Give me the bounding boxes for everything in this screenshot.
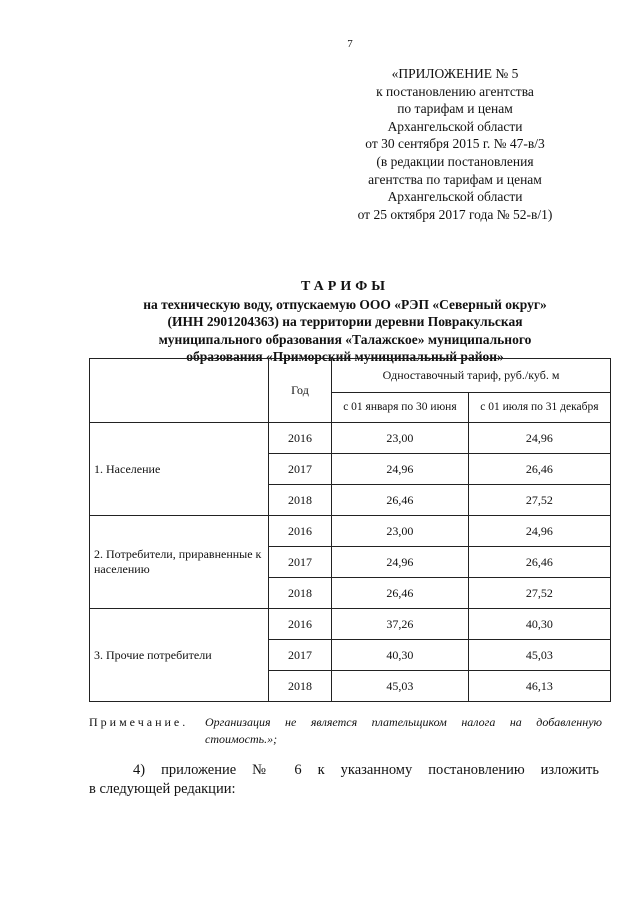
year-cell: 2018 <box>269 485 332 516</box>
tariff-value-cell: 24,96 <box>332 547 469 578</box>
note-label: Примечание. <box>89 715 189 729</box>
tariff-value-cell: 40,30 <box>332 640 469 671</box>
paragraph-line: 4) приложение № 6 к указанному постановлению изложить <box>133 762 599 778</box>
year-cell: 2017 <box>269 640 332 671</box>
appendix-line: к постановлению агентства <box>376 83 534 99</box>
tariff-value-cell: 37,26 <box>332 609 469 640</box>
tariff-value-cell: 27,52 <box>468 485 610 516</box>
table-row <box>90 609 611 640</box>
note-text-line: Организация не является плательщиком налога на добавленную <box>205 715 602 729</box>
document-title-block <box>95 278 595 366</box>
year-cell: 2016 <box>269 423 332 454</box>
tariff-value-cell: 26,46 <box>332 578 469 609</box>
header-period-first-half: с 01 января по 30 июня <box>332 393 469 423</box>
year-cell: 2018 <box>269 671 332 702</box>
appendix-line: от 25 октября 2017 года № 52-в/1) <box>357 206 553 222</box>
header-year: Год <box>269 359 332 423</box>
table-header-row <box>90 359 611 393</box>
year-cell: 2017 <box>269 454 332 485</box>
subtitle-line: (ИНН 2901204363) на территории деревни Повракульская <box>167 314 523 330</box>
appendix-line: от 30 сентября 2015 г. № 47-в/3 <box>365 136 545 152</box>
year-cell: 2016 <box>269 609 332 640</box>
body-paragraph <box>89 761 599 799</box>
appendix-line: (в редакции постановления <box>376 153 534 169</box>
year-cell: 2016 <box>269 516 332 547</box>
subtitle-line: муниципального образования «Талажское» муниципального <box>158 331 532 347</box>
tariff-value-cell: 24,96 <box>332 454 469 485</box>
tariff-value-cell: 24,96 <box>468 516 610 547</box>
appendix-line: по тарифам и ценам <box>397 101 513 117</box>
tariff-value-cell: 23,00 <box>332 423 469 454</box>
tariff-value-cell: 26,46 <box>332 485 469 516</box>
appendix-line: Архангельской области <box>387 118 523 134</box>
paragraph-line: в следующей редакции: <box>89 781 236 797</box>
table-note <box>89 714 602 748</box>
table-row <box>90 516 611 547</box>
tariff-value-cell: 23,00 <box>332 516 469 547</box>
tariff-value-cell: 24,96 <box>468 423 610 454</box>
table-row <box>90 423 611 454</box>
year-cell: 2018 <box>269 578 332 609</box>
header-category <box>90 359 269 423</box>
category-cell: 2. Потребители, приравненные к населению <box>90 516 269 609</box>
tariff-value-cell: 26,46 <box>468 454 610 485</box>
page-number: 7 <box>347 38 353 50</box>
tariff-value-cell: 26,46 <box>468 547 610 578</box>
tariff-table <box>89 358 611 702</box>
tariff-value-cell: 45,03 <box>332 671 469 702</box>
appendix-line: Архангельской области <box>387 189 523 205</box>
header-rate: Одноставочный тариф, руб./куб. м <box>332 359 611 393</box>
appendix-line: агентства по тарифам и ценам <box>368 171 542 187</box>
tariff-value-cell: 46,13 <box>468 671 610 702</box>
subtitle-line: образования «Приморский муниципальный район» <box>186 349 504 365</box>
subtitle-line: на техническую воду, отпускаемую ООО «РЭП «Северный округ» <box>143 296 547 312</box>
tariff-value-cell: 40,30 <box>468 609 610 640</box>
category-cell: 3. Прочие потребители <box>90 609 269 702</box>
tariff-value-cell: 45,03 <box>468 640 610 671</box>
tariff-value-cell: 27,52 <box>468 578 610 609</box>
header-period-second-half: с 01 июля по 31 декабря <box>468 393 610 423</box>
appendix-header <box>340 65 570 223</box>
category-cell: 1. Население <box>90 423 269 516</box>
note-text-line: стоимость.»; <box>205 732 278 746</box>
year-cell: 2017 <box>269 547 332 578</box>
document-title: ТАРИФЫ <box>301 279 389 294</box>
appendix-line: «ПРИЛОЖЕНИЕ № 5 <box>391 66 519 81</box>
